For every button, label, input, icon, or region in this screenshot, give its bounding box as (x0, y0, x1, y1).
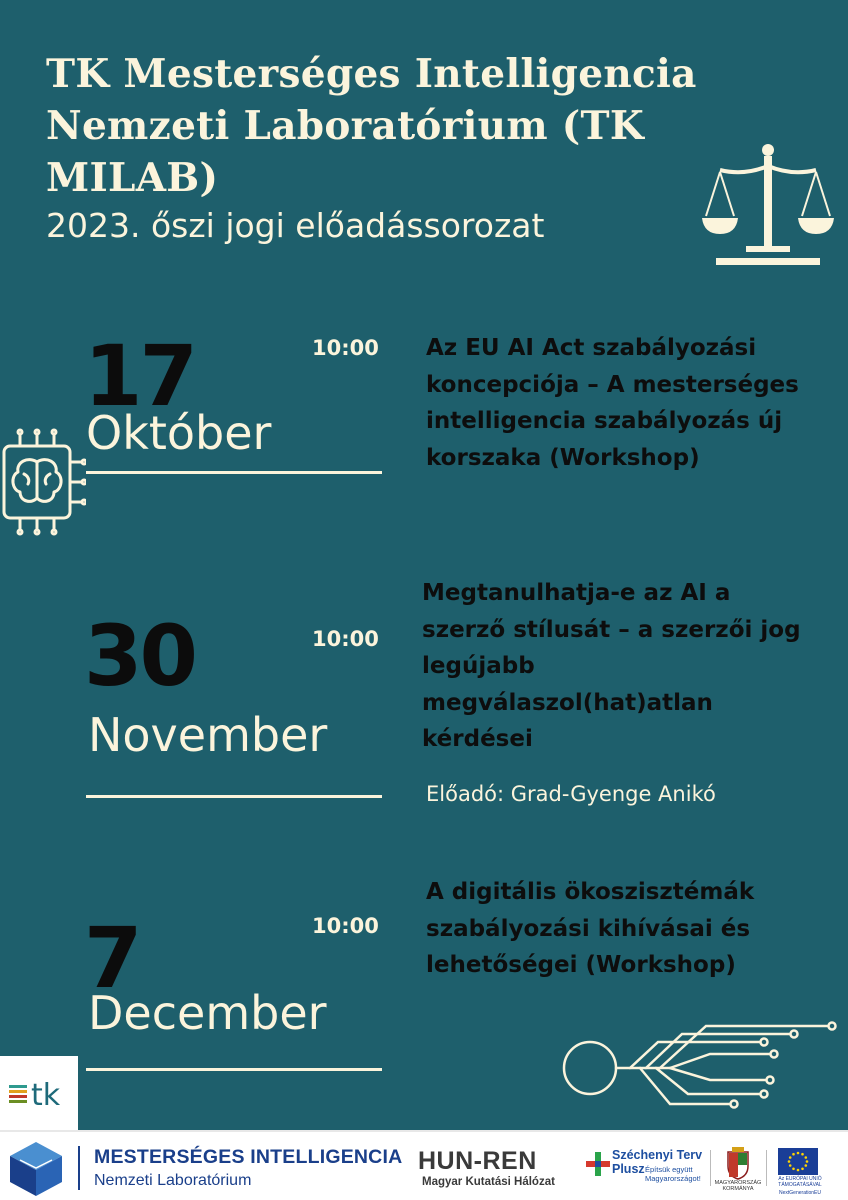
eu-stars-icon (778, 1148, 818, 1175)
event-day: 30 (84, 607, 195, 705)
tk-logo (0, 1056, 78, 1130)
footer-separator (710, 1150, 711, 1186)
circuit-lines-decoration (560, 1018, 848, 1112)
footer-separator (78, 1146, 80, 1190)
nextgeneu-label: NextGenerationEU (779, 1190, 821, 1196)
government-label: MAGYARORSZÁG KORMÁNYA (714, 1180, 762, 1192)
szechenyi-tagline: Építsük együtt Magyarországot! (645, 1165, 701, 1183)
poster-title: TK Mesterséges Intelligencia Nemzeti Laboratórium (TK MILAB) (46, 51, 697, 201)
event-month: November (88, 708, 328, 762)
scales-of-justice-icon (700, 140, 836, 272)
event-day: 7 (84, 909, 140, 1007)
divider (86, 1068, 382, 1071)
eu-label (772, 1176, 828, 1188)
eu-flag-icon (778, 1148, 818, 1175)
hunren-subtitle: Magyar Kutatási Hálózat (422, 1176, 555, 1188)
mi-logo-subtitle: Nemzeti Laboratórium (94, 1172, 252, 1189)
event-speaker: Előadó: Grad-Gyenge Anikó (426, 782, 716, 806)
footer-separator (766, 1150, 767, 1186)
event-time: 10:00 (312, 914, 379, 938)
tk-logo-mark (7, 1073, 71, 1113)
event-title: Megtanulhatja-e az AI a szerző stílusát – a szerzői jog legújabb megválaszol(hat)atlan kérdései (422, 580, 801, 752)
mi-logo-title: MESTERSÉGES INTELLIGENCIA (94, 1146, 403, 1168)
sponsor-footer (0, 1130, 848, 1200)
event-month: December (88, 986, 327, 1040)
eu-label-line2: TÁMOGATÁSÁVAL (778, 1182, 822, 1188)
event-time: 10:00 (312, 336, 379, 360)
event-title: Az EU AI Act szabályozási koncepciója – A mesterséges intelligencia szabályozás új korszaka (Workshop) (426, 335, 799, 471)
event-title: A digitális ökoszisztémák szabályozási kihívásai és lehetőségei (Workshop) (426, 879, 755, 978)
eu-label-line1: Az EURÓPAI UNIÓ (778, 1176, 822, 1182)
szechenyi-plus-icon (584, 1150, 612, 1178)
mi-cube-logo-icon (6, 1138, 66, 1198)
ai-brain-chip-icon (0, 428, 86, 536)
hungarian-crest-icon (724, 1146, 752, 1180)
event-month: Október (86, 406, 272, 460)
poster-subtitle: 2023. őszi jogi előadássorozat (46, 206, 545, 245)
szechenyi-title-plus: Plusz (612, 1162, 645, 1176)
divider (86, 795, 382, 798)
event-time: 10:00 (312, 627, 379, 651)
tk-logo-text: tk (31, 1078, 61, 1113)
hunren-logo: HUN-REN (418, 1147, 537, 1175)
divider (86, 471, 382, 474)
event-day: 17 (84, 327, 195, 425)
szechenyi-title: Széchenyi Terv (612, 1148, 703, 1162)
